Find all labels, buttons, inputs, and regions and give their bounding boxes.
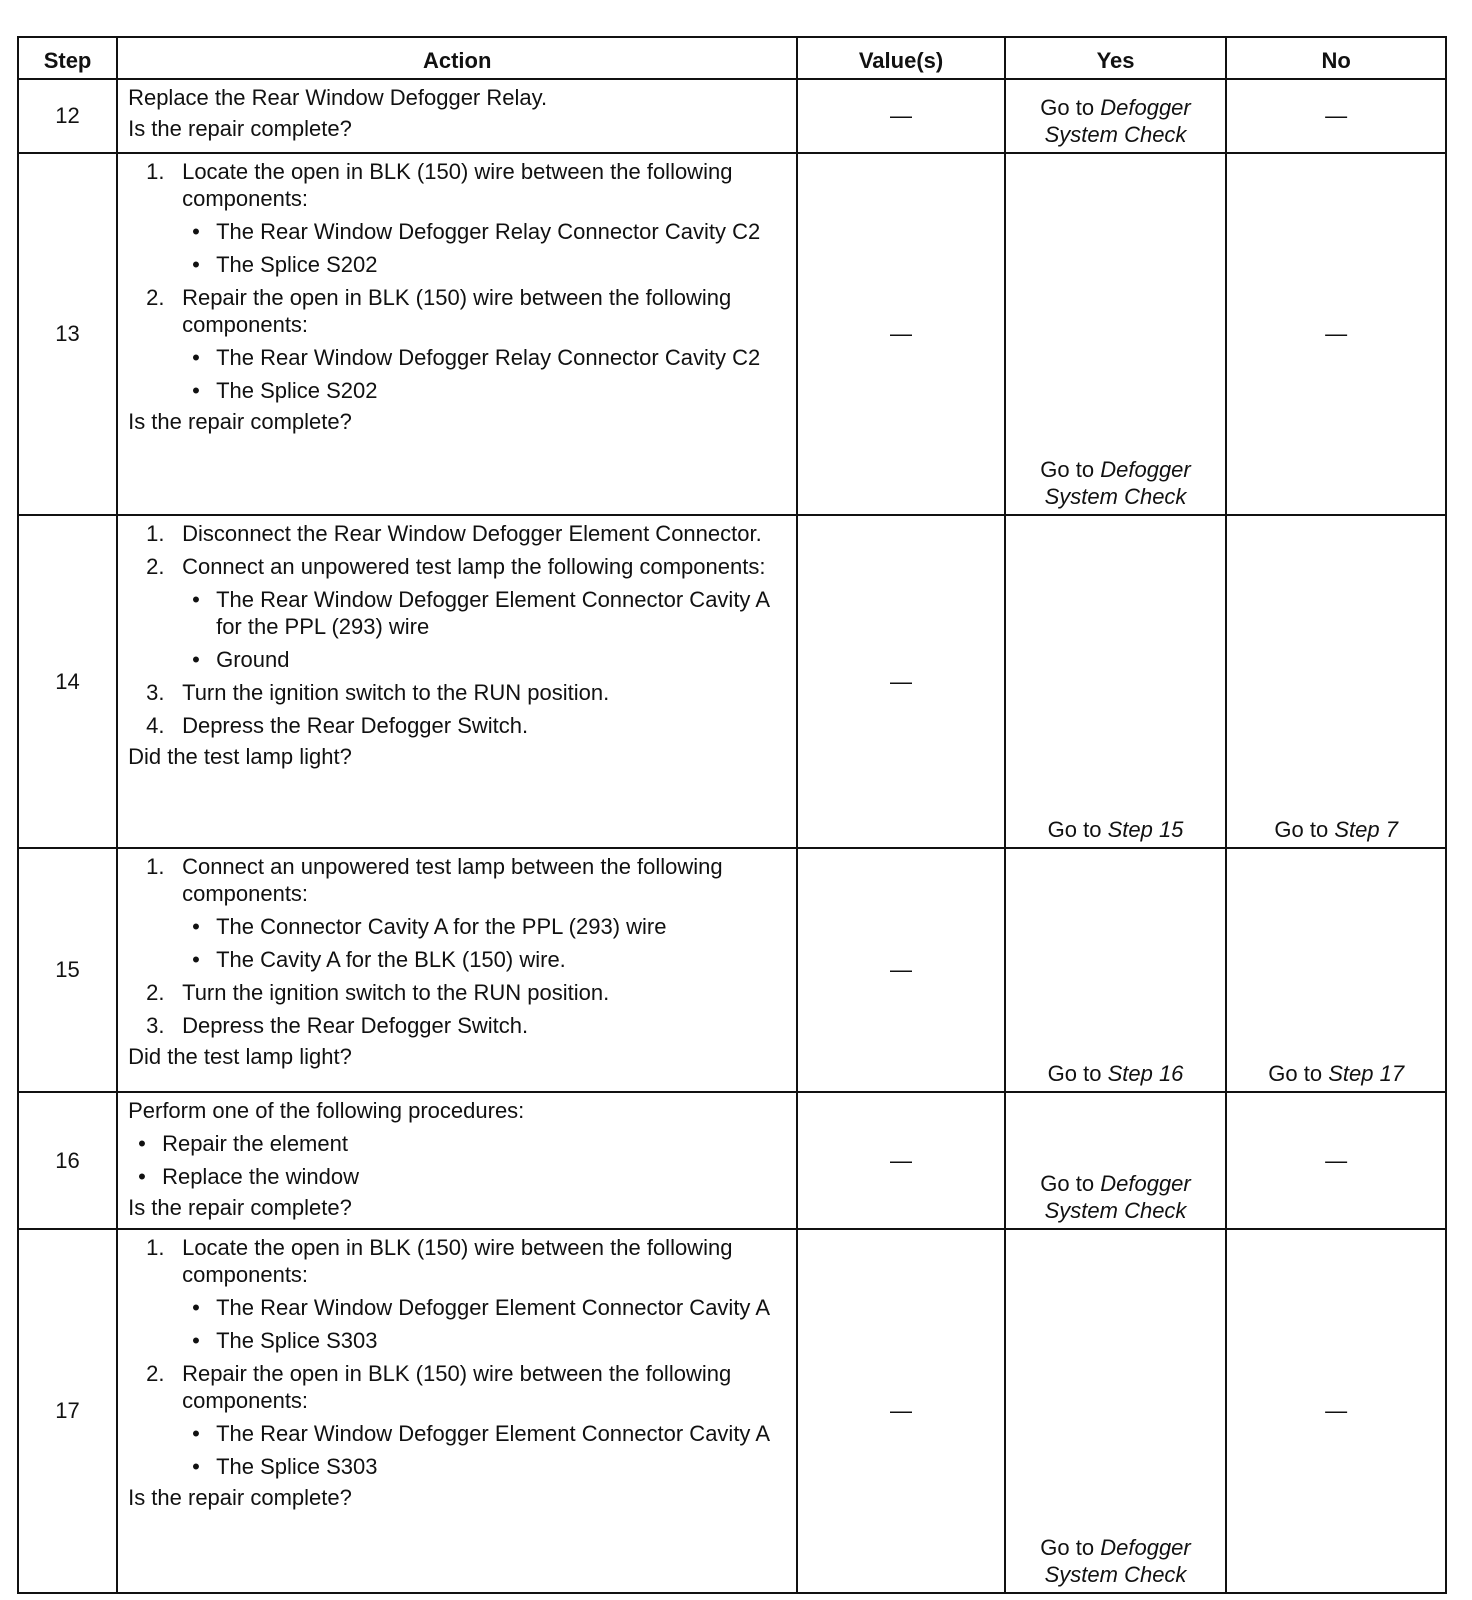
header-action: Action — [117, 37, 797, 79]
action-line: Replace the Rear Window Defogger Relay. — [128, 85, 548, 110]
bullet-item: • The Splice S303 — [192, 1453, 378, 1479]
bullet-item: • The Splice S303 — [192, 1327, 378, 1353]
numbered-item: 1. Locate the open in BLK (150) wire between the following components: — [146, 158, 733, 211]
yes-cell — [1005, 1092, 1227, 1229]
numbered-item: 2. Turn the ignition switch to the RUN position. — [146, 980, 610, 1006]
numbered-item: 3. Turn the ignition switch to the RUN position. — [146, 679, 610, 705]
bullet-item: • The Cavity A for the BLK (150) wire. — [192, 947, 566, 973]
action-cell — [117, 153, 797, 515]
value-cell: — — [797, 1092, 1004, 1229]
action-question: Is the repair complete? — [128, 116, 352, 141]
yes-goto: Go to — [1040, 1170, 1095, 1196]
action-intro: Perform one of the following procedures: — [128, 1097, 525, 1123]
yes-link-defogger[interactable]: Defogger — [1100, 94, 1191, 120]
bullet-item: • The Splice S202 — [192, 377, 378, 403]
yes-link-system-check[interactable]: System Check — [1044, 121, 1187, 147]
yes-goto: Go to — [1040, 1535, 1095, 1560]
bullet-item: • The Connector Cavity A for the PPL (293) wire — [192, 914, 667, 940]
no-cell: — — [1226, 1229, 1446, 1593]
bullet-item: • Ground — [192, 646, 290, 672]
no-goto: Go to — [1268, 1060, 1323, 1086]
yes-cell — [1005, 1229, 1227, 1593]
header-value: Value(s) — [797, 37, 1004, 79]
step-number: 12 — [18, 79, 117, 153]
step-number: 16 — [18, 1092, 117, 1229]
yes-link-step[interactable]: Step 15 — [1107, 817, 1184, 843]
yes-cell — [1005, 515, 1227, 848]
bullet-item: • The Rear Window Defogger Element Connector Cavity A for the PPL (293) wire — [192, 586, 769, 639]
yes-link-defogger[interactable]: Defogger — [1100, 1535, 1191, 1560]
header-yes: Yes — [1005, 37, 1227, 79]
action-question: Is the repair complete? — [128, 1194, 352, 1220]
bullet-item: • The Rear Window Defogger Relay Connector Cavity C2 — [192, 218, 761, 244]
bullet-item: • The Splice S202 — [192, 251, 378, 277]
action-question: Did the test lamp light? — [128, 1044, 352, 1070]
diagnostic-table-sheet — [17, 36, 1447, 1594]
no-cell: — — [1226, 153, 1446, 515]
numbered-item: 2. Repair the open in BLK (150) wire between the following components: — [146, 284, 732, 337]
value-cell: — — [797, 153, 1004, 515]
yes-cell — [1005, 153, 1227, 515]
yes-link-defogger[interactable]: Defogger — [1100, 1170, 1191, 1196]
action-question: Is the repair complete? — [128, 1484, 352, 1510]
step-number: 14 — [18, 515, 117, 848]
value-cell: — — [797, 515, 1004, 848]
table-row — [18, 79, 1446, 153]
no-cell — [1226, 848, 1446, 1091]
no-link-step[interactable]: Step 7 — [1334, 817, 1398, 843]
numbered-item: 2. Connect an unpowered test lamp the following components: — [146, 553, 766, 579]
action-question: Did the test lamp light? — [128, 743, 352, 769]
action-cell — [117, 1229, 797, 1593]
numbered-item: 2. Repair the open in BLK (150) wire between the following components: — [146, 1360, 732, 1413]
header-step: Step — [18, 37, 117, 79]
no-link-step[interactable]: Step 17 — [1328, 1060, 1405, 1086]
step-number: 15 — [18, 848, 117, 1091]
value-cell: — — [797, 848, 1004, 1091]
yes-link-system-check[interactable]: System Check — [1044, 483, 1187, 509]
numbered-item: 4. Depress the Rear Defogger Switch. — [146, 712, 529, 738]
table-row — [18, 1092, 1446, 1229]
header-no: No — [1226, 37, 1446, 79]
action-question: Is the repair complete? — [128, 408, 352, 434]
action-cell — [117, 1092, 797, 1229]
action-cell — [117, 79, 797, 153]
yes-goto: Go to — [1040, 94, 1095, 120]
numbered-item: 3. Depress the Rear Defogger Switch. — [146, 1013, 529, 1039]
action-cell — [117, 848, 797, 1091]
yes-link-step[interactable]: Step 16 — [1107, 1060, 1184, 1086]
bullet-item: • The Rear Window Defogger Element Connector Cavity A — [192, 1294, 770, 1320]
yes-link-defogger[interactable]: Defogger — [1100, 456, 1191, 482]
yes-cell — [1005, 848, 1227, 1091]
table-row — [18, 848, 1446, 1091]
step-number: 17 — [18, 1229, 117, 1593]
table-row — [18, 1229, 1446, 1593]
numbered-item: 1. Disconnect the Rear Window Defogger Element Connector. — [146, 520, 762, 546]
step-number: 13 — [18, 153, 117, 515]
no-cell: — — [1226, 79, 1446, 153]
yes-link-system-check[interactable]: System Check — [1044, 1562, 1187, 1587]
table-row — [18, 153, 1446, 515]
table-row — [18, 515, 1446, 848]
numbered-item: 1. Locate the open in BLK (150) wire between the following components: — [146, 1234, 733, 1287]
bullet-item: • The Rear Window Defogger Relay Connector Cavity C2 — [192, 344, 761, 370]
yes-goto: Go to — [1047, 1060, 1102, 1086]
no-cell — [1226, 515, 1446, 848]
yes-goto: Go to — [1040, 456, 1095, 482]
value-cell: — — [797, 79, 1004, 153]
value-cell: — — [797, 1229, 1004, 1593]
header-row — [18, 37, 1446, 79]
bullet-item: • Replace the window — [138, 1163, 359, 1189]
action-cell — [117, 515, 797, 848]
yes-cell — [1005, 79, 1227, 153]
yes-goto: Go to — [1047, 817, 1102, 843]
numbered-item: 1. Connect an unpowered test lamp between the following components: — [146, 854, 723, 907]
yes-link-system-check[interactable]: System Check — [1044, 1197, 1187, 1223]
no-cell: — — [1226, 1092, 1446, 1229]
diagnostic-table — [17, 36, 1447, 1594]
bullet-item: • The Rear Window Defogger Element Connector Cavity A — [192, 1420, 770, 1446]
bullet-item: • Repair the element — [138, 1130, 348, 1156]
no-goto: Go to — [1274, 817, 1329, 843]
